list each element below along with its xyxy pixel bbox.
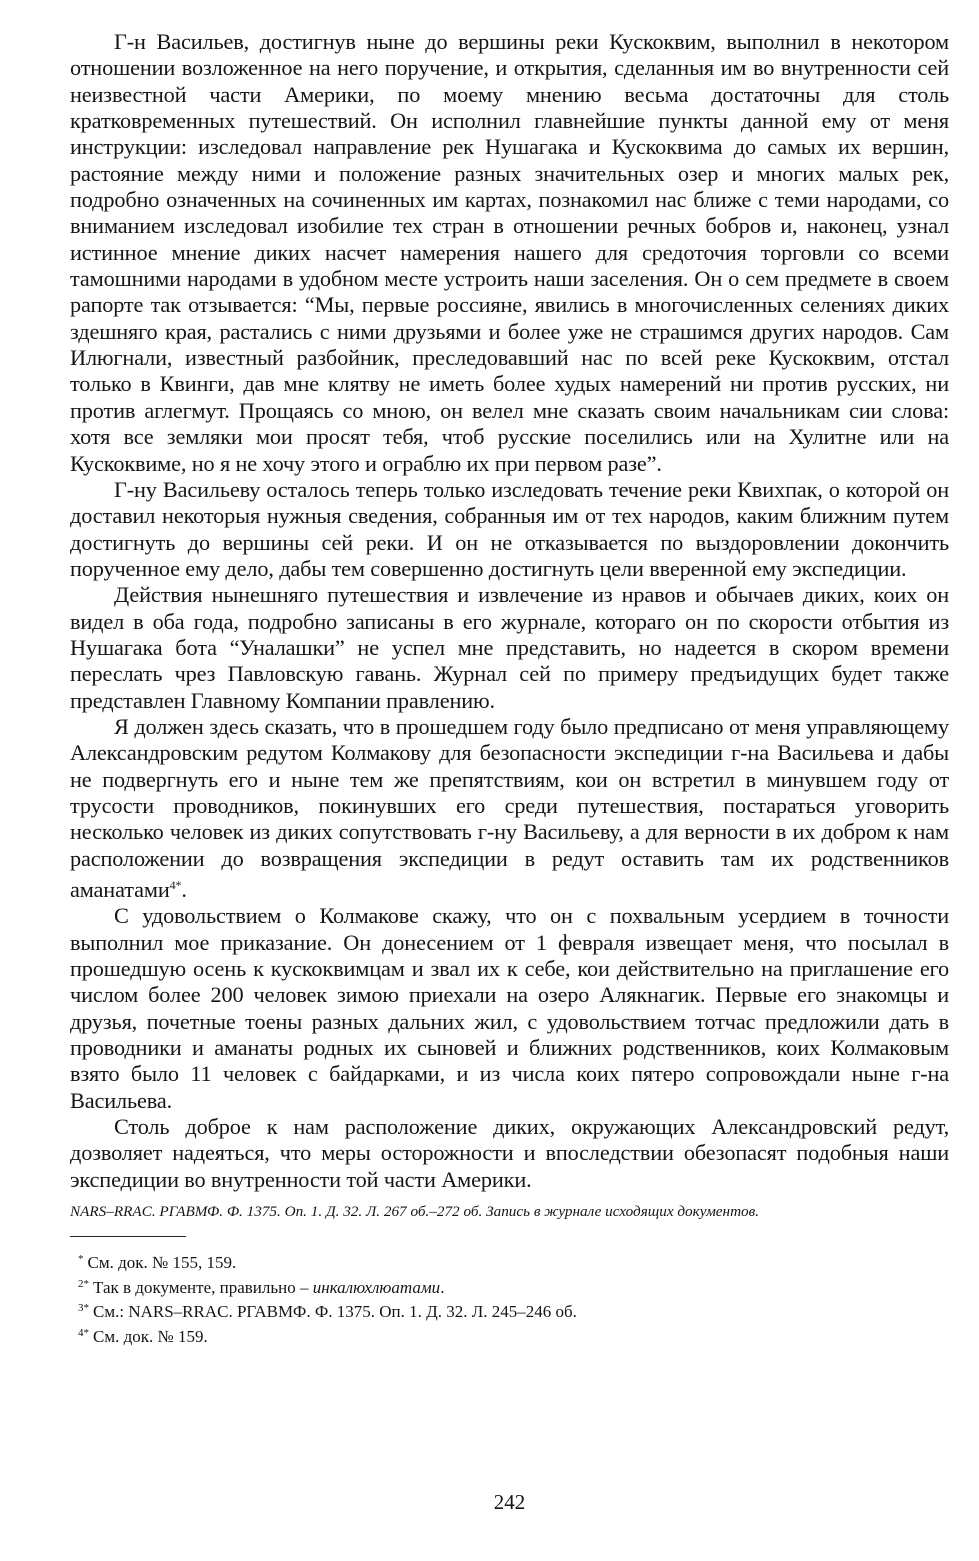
footnote-marker: 3* bbox=[78, 1302, 89, 1315]
paragraph-1: Г-н Васильев, достигнув ныне до вершины реки Кускоквим, выполнил в некотором отношении возложенное на него поручение, и открытия, сделанныя им во внутренности сей неизвестной части Америки, по моему мнению весьма достаточны для столь кратковременных путешествий. Он исполнил главнейшие пункты данной ему от меня инструкции: изследовал направление рек Нушагака и Кускоквима до самых их вершин, растояние между ними и положение разных значительных озер и многих малых рек, подробно означенных на сочиненных им картах, познакомил нас ближе с теми народами, со вниманием изследовал изобилие тех стран в отношении речных бобров и, наконец, узнал истинное мнение диких насчет намерения нашего для средоточия торговли со всеми тамошними народами в удобном месте устроить наши заселения. Он о сем предмете в своем рапорте так отзывается: “Мы, первые россияне, явились в многочисленных селениях диких здешняго края, растались с ними друзьями и более уже не страшимся других народов. Сам Илюгнали, известный разбойник, преследовавший нас по всей реке Кускоквим, отстал только в Квинги, дав мне клятву не иметь более худых намерений ни против русских, ни против аглегмут. Прощаясь со мною, он велел мне сказать своим начальникам сии слова: хотя все земляки мои просят тебя, чтоб русские поселились или на Хулитне или на Кускоквиме, но я не хочу этого и ограблю их при первом разе”. bbox=[70, 29, 949, 476]
footnote-marker: * bbox=[78, 1253, 84, 1266]
paragraph-3: Действия нынешняго путешествия и извлечение из нравов и обычаев диких, коих он видел в оба года, подробно записаны в его журнале, котораго он по скорости отбытия из Нушагака бота “Уналашки” не успел мне представить, но надеется в скором времени переслать чрез Павловскую гавань. Журнал сей по примеру предъидущих будет также представлен Главному Компании правлению. bbox=[70, 582, 949, 713]
paragraph-4-tail: . bbox=[181, 877, 187, 902]
footnote-italic-term: инкалюхлюатами bbox=[312, 1277, 441, 1297]
footnote-marker: 4* bbox=[78, 1326, 89, 1339]
footnote-1 bbox=[78, 1249, 949, 1274]
footnote-3 bbox=[78, 1298, 949, 1323]
footnotes bbox=[70, 1249, 949, 1347]
document-page bbox=[70, 29, 949, 1347]
archival-source-citation: NARS–RRAC. РГАВМФ. Ф. 1375. Оп. 1. Д. 32. Л. 267 об.–272 об. Запись в журнале исходящих документов. bbox=[70, 1203, 760, 1221]
paragraph-5: С удовольствием о Колмакове скажу, что он с похвальным усердием в точности выполнил мое приказание. Он донесением от 1 февраля извещает меня, что посылал в прошедшую осень к кускоквимцам и звал их к себе, кои действительно на приглашение его числом более 200 человек зимою приехали на озеро Алякнагик. Первые его знакомцы и друзья, почетные тоены разных дальних жил, с удовольствием тотчас предложили дать в проводники и аманаты родных их сыновей и ближних родственников, коих Колмаковым взято было 11 человек с байдарками, и из числа коих пятеро сопровождали ныне г-на Васильева. bbox=[70, 903, 949, 1113]
footnote-4 bbox=[78, 1323, 949, 1348]
page-number: 242 bbox=[493, 1490, 526, 1514]
footnote-text: См. док. № 159. bbox=[93, 1326, 208, 1346]
footnote-text: См. док. № 155, 159. bbox=[87, 1253, 237, 1273]
paragraph-4 bbox=[70, 714, 949, 903]
footnote-ref-4: 4* bbox=[169, 878, 182, 892]
footnote-text: Так в документе, правильно – bbox=[93, 1277, 313, 1297]
paragraph-6: Столь доброе к нам расположение диких, окружающих Александровский редут, дозволяет надеяться, что меры осторожности и впоследствии обезопасят подобныя наши экспедиции во внутренности той части Америки. bbox=[70, 1114, 949, 1192]
footnote-tail: . bbox=[440, 1277, 445, 1297]
body-text bbox=[70, 29, 949, 1193]
footnote-2 bbox=[78, 1274, 949, 1299]
footnote-marker: 2* bbox=[78, 1277, 89, 1290]
paragraph-2: Г-ну Васильеву осталось теперь только изследовать течение реки Квихпак, о которой он доставил некоторыя нужныя сведения, собранныя им от тех народов, каким ближним путем достигнуть до вершины сей реки. И он не отказывается по выздоровлении докончить порученное ему дело, дабы тем совершенно достигнуть цели вверенной ему экспедиции. bbox=[70, 476, 949, 581]
footnote-separator bbox=[70, 1236, 186, 1237]
footnote-text: См.: NARS–RRAC. РГАВМФ. Ф. 1375. Оп. 1. Д. 32. Л. 245–246 об. bbox=[93, 1302, 577, 1322]
paragraph-4-text: Я должен здесь сказать, что в прошедшем году было предписано от меня управляющему Александровским редутом Колмакову для безопасности экспедиции г-на Васильева и дабы не подвергнуть его и ныне тем же препятствиям, кои он встретил в минувшем году от трусости проводников, покинувших его среди путешествия, постараться уговорить несколько человек из диких сопутствовать г-ну Васильеву, а для верности в их добром к нам расположении до возвращения экспедиции в редут оставить там их родственников аманатами bbox=[70, 713, 949, 902]
